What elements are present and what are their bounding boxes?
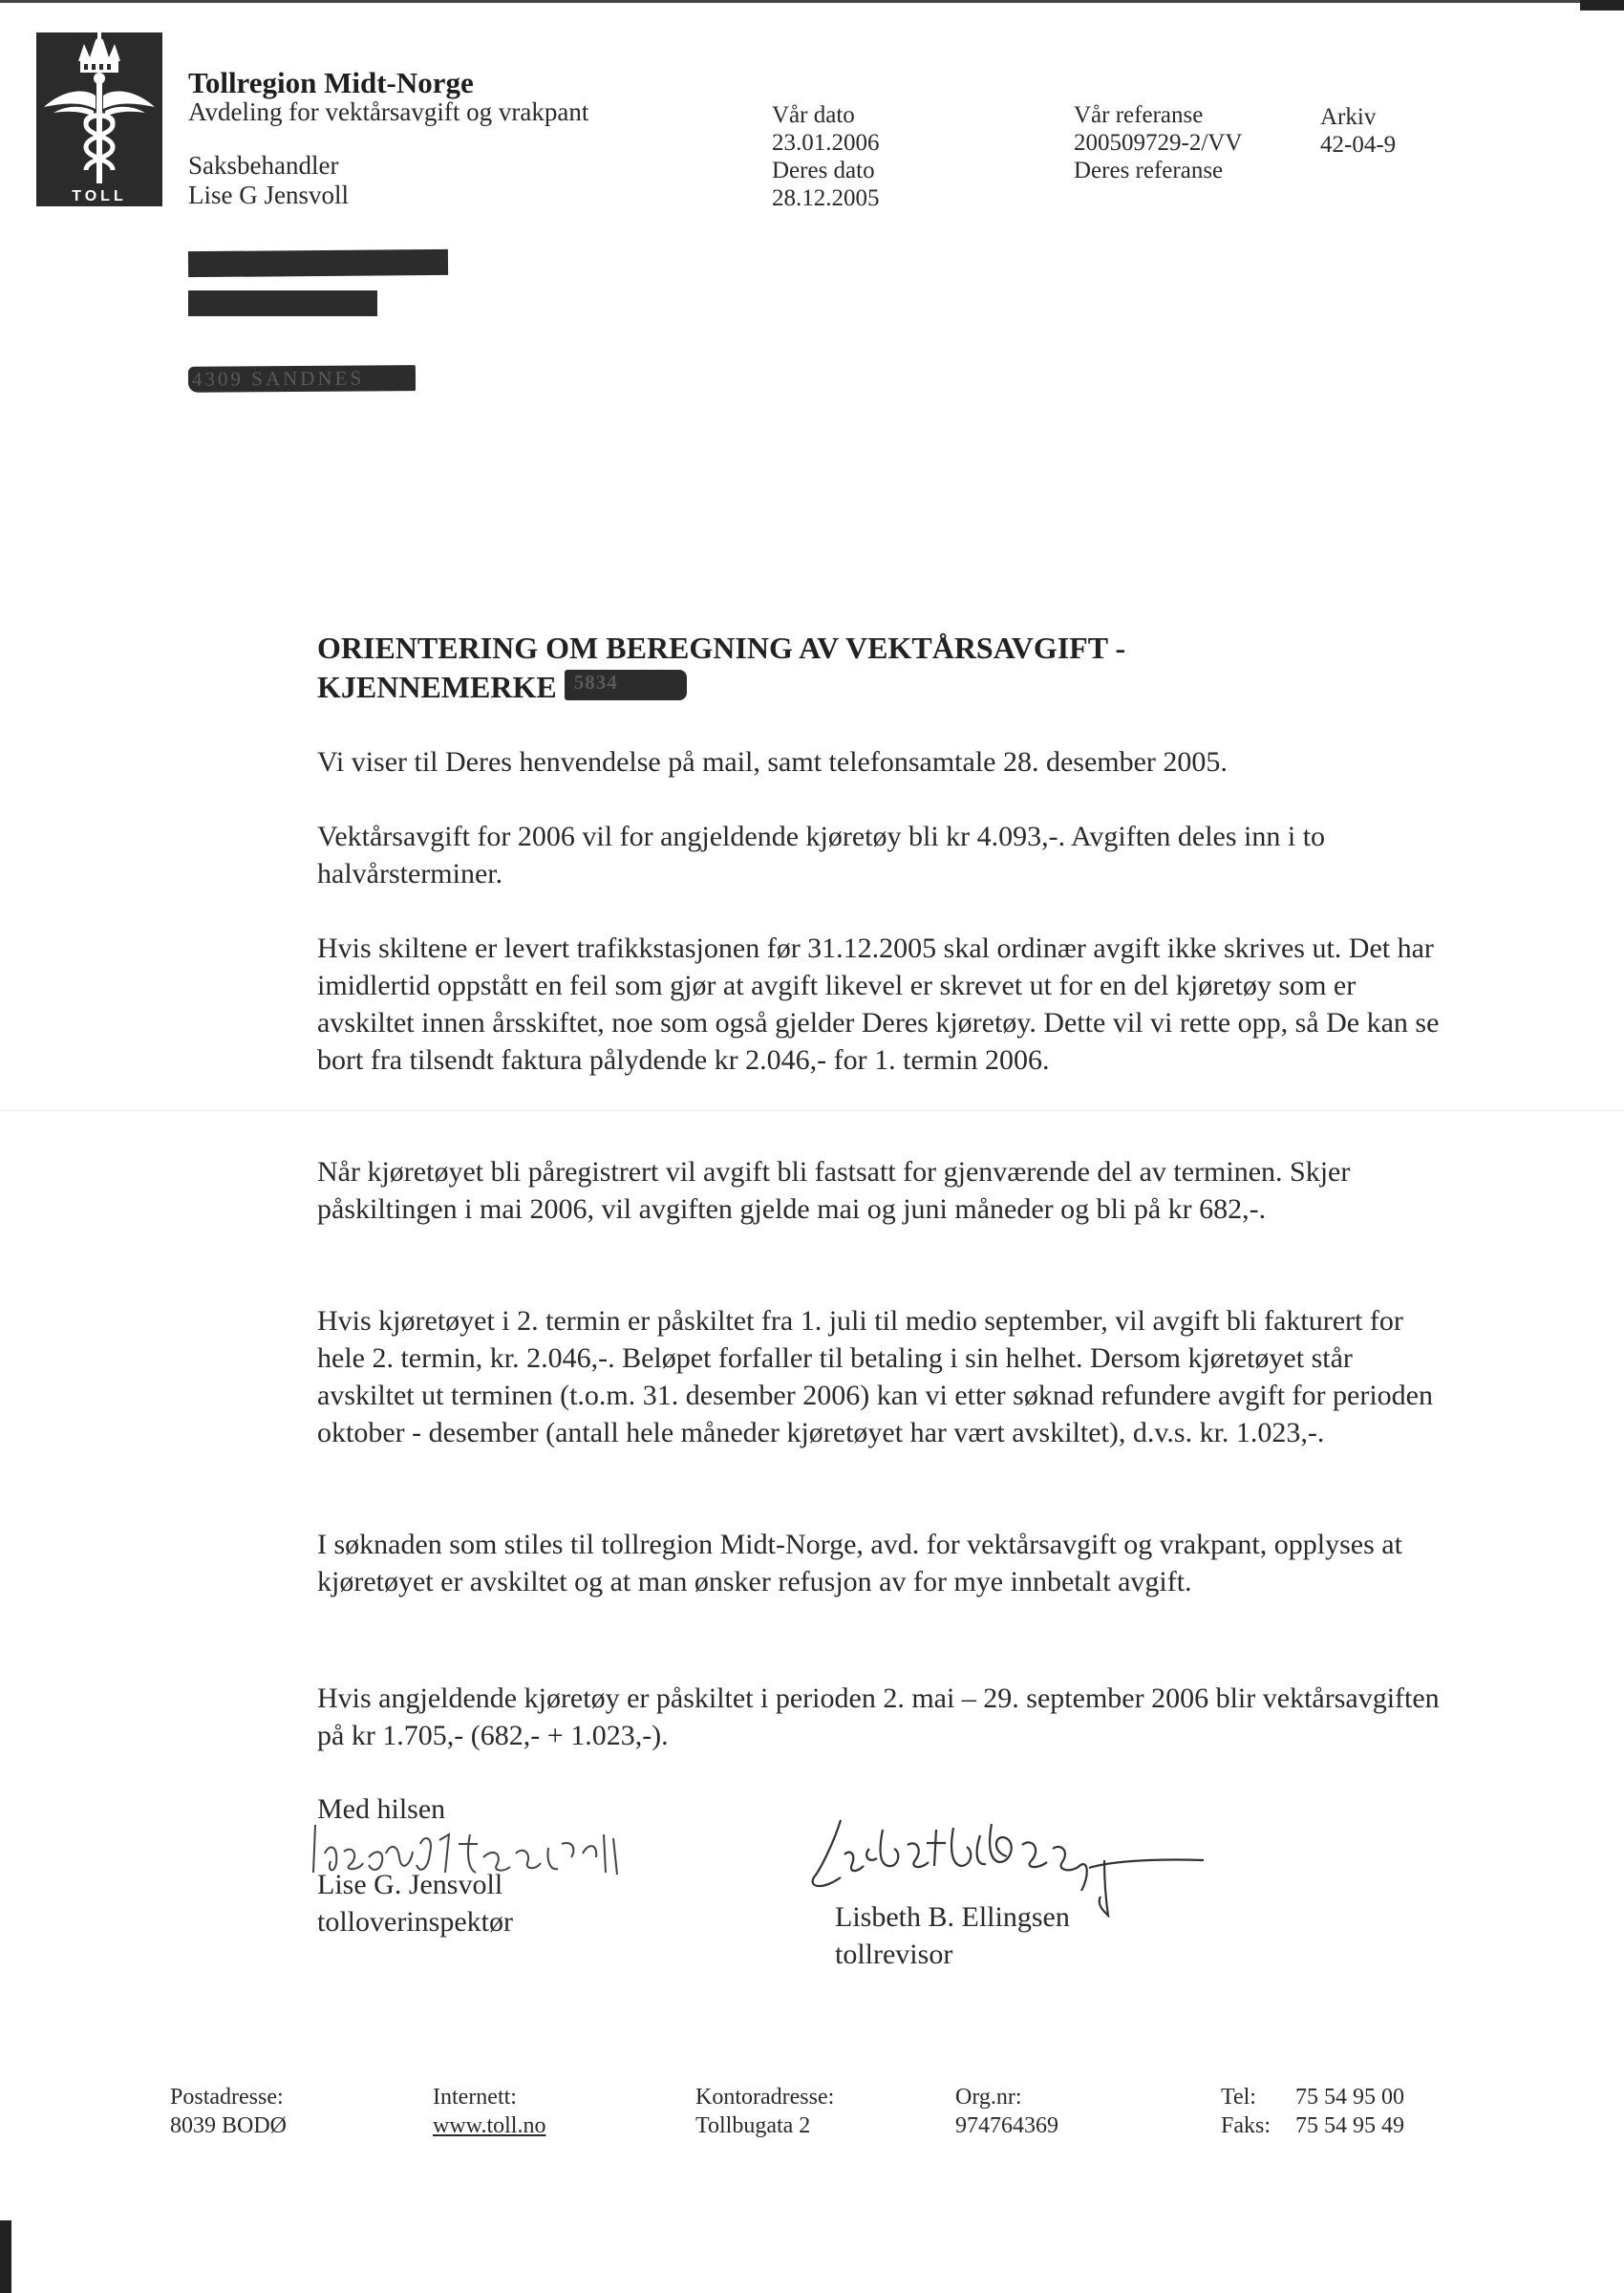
our-date-label: Vår dato <box>772 102 855 128</box>
archive-block <box>1320 103 1396 159</box>
reference-block <box>1074 101 1242 184</box>
footer-fax-label: Faks: <box>1221 2113 1271 2138</box>
footer-orgnr <box>955 2083 1058 2140</box>
sender-block <box>188 68 723 210</box>
scan-edge-left <box>0 2220 11 2293</box>
paragraph-1: Vi viser til Deres henvendelse på mail, samt telefonsamtale 28. desember 2005. <box>317 746 1228 778</box>
toll-emblem-icon <box>36 32 162 206</box>
archive-label: Arkiv <box>1320 104 1377 130</box>
emblem-label: TOLL <box>72 188 127 204</box>
signer-left-title: tolloverinspektør <box>317 1906 513 1938</box>
paragraph-6: I søknaden som stiles til tollregion Midt-Norge, avd. for vektårsavgift og vrakpant, opplyses at kjøretøyet er avskiltet og at man ønsker refusjon av for mye innbetalt avgift. <box>317 1529 1402 1597</box>
signer-left-name: Lise G. Jensvoll <box>317 1869 503 1900</box>
footer-tel-label: Tel: <box>1221 2085 1256 2110</box>
org-name: Tollregion Midt-Norge <box>188 66 474 99</box>
letter-title <box>317 630 1125 706</box>
paragraph-5: Hvis kjøretøyet i 2. termin er påskiltet fra 1. juli til medio september, vil avgift bli fakturert for hele 2. termin, kr. 2.046,-. Beløpet forfaller til betaling i sin helhet. Dersom kjøretøyet står avskiltet ut terminen (t.o.m. 31. desember 2006) kan vi etter søknad refundere avgift for perioden oktober - desember (antall hele måneder kjøretøyet har vært avskiltet), d.v.s. kr. 1.023,-. <box>317 1305 1433 1448</box>
redacted-plate-number: 5834 <box>565 670 687 700</box>
footer-internet <box>433 2083 545 2140</box>
redacted-recipient-street <box>188 290 377 316</box>
scan-edge-corner <box>1580 0 1624 11</box>
redacted-recipient-name <box>188 249 448 277</box>
redacted-recipient-city: 4309 SANDNES <box>188 365 416 393</box>
handler-label: Saksbehandler <box>188 151 339 180</box>
our-ref: 200509729-2/VV <box>1074 130 1243 156</box>
your-date: 28.12.2005 <box>772 185 880 211</box>
date-block <box>772 101 880 212</box>
footer-fax-value: 75 54 95 49 <box>1295 2113 1404 2138</box>
your-ref-label: Deres referanse <box>1074 158 1224 183</box>
footer-orgnr-label: Org.nr: <box>955 2085 1022 2110</box>
archive-number: 42-04-9 <box>1320 132 1397 158</box>
title-plate-label: KJENNEMERKE <box>317 670 557 704</box>
title-line-1: ORIENTERING OM BEREGNING AV VEKTÅRSAVGIFT - <box>317 631 1126 665</box>
footer-postal <box>170 2083 287 2140</box>
footer-internet-label: Internett: <box>433 2085 517 2110</box>
signer-left <box>317 1866 513 1940</box>
your-date-label: Deres dato <box>772 158 875 183</box>
signer-right-name: Lisbeth B. Ellingsen <box>835 1901 1070 1933</box>
footer-postal-value: 8039 BODØ <box>170 2113 288 2138</box>
signer-right <box>835 1898 1070 1973</box>
footer-office-value: Tollbugata 2 <box>695 2113 811 2138</box>
paragraph-2: Vektårsavgift for 2006 vil for angjeldende kjøretøy bli kr 4.093,-. Avgiften deles inn i to halvårsterminer. <box>317 821 1326 889</box>
paragraph-7: Hvis angjeldende kjøretøy er påskiltet i perioden 2. mai – 29. september 2006 blir vektårsavgiften på kr 1.705,- (682,- + 1.023,-). <box>317 1682 1440 1751</box>
title-line-2 <box>317 667 1125 706</box>
paragraph-3: Hvis skiltene er levert trafikkstasjonen før 31.12.2005 skal ordinær avgift ikke skrives ut. Det har imidlertid oppstått en feil som gjør at avgift likevel er skrevet ut for en del kjøretøy som er avskiltet innen årsskiftet, noe som også gjelder Deres kjøretøy. Dette vil vi rette opp, så De kan se bort fra tilsendt faktura pålydende kr 2.046,- for 1. termin 2006. <box>317 932 1440 1076</box>
our-date: 23.01.2006 <box>772 130 880 156</box>
scan-artifact-line <box>0 1110 1624 1111</box>
footer-office <box>695 2083 834 2140</box>
footer-office-label: Kontoradresse: <box>695 2085 835 2110</box>
paragraph-4: Når kjøretøyet bli påregistrert vil avgift bli fastsatt for gjenværende del av terminen. Skjer påskiltingen i mai 2006, vil avgiften gjelde mai og juni måneder og bli på kr 682,-. <box>317 1156 1351 1225</box>
footer-phone <box>1221 2083 1404 2140</box>
footer-orgnr-value: 974764369 <box>955 2113 1058 2138</box>
department: Avdeling for vektårsavgift og vrakpant <box>188 97 589 126</box>
footer-tel-value: 75 54 95 00 <box>1295 2085 1404 2110</box>
our-ref-label: Vår referanse <box>1074 102 1204 128</box>
handler-name: Lise G Jensvoll <box>188 181 349 209</box>
footer-website-link[interactable]: www.toll.no <box>433 2113 546 2138</box>
scan-edge-top <box>0 0 1624 3</box>
footer-postal-label: Postadresse: <box>170 2085 284 2110</box>
signer-right-title: tollrevisor <box>835 1939 953 1970</box>
greeting: Med hilsen <box>317 1793 446 1825</box>
